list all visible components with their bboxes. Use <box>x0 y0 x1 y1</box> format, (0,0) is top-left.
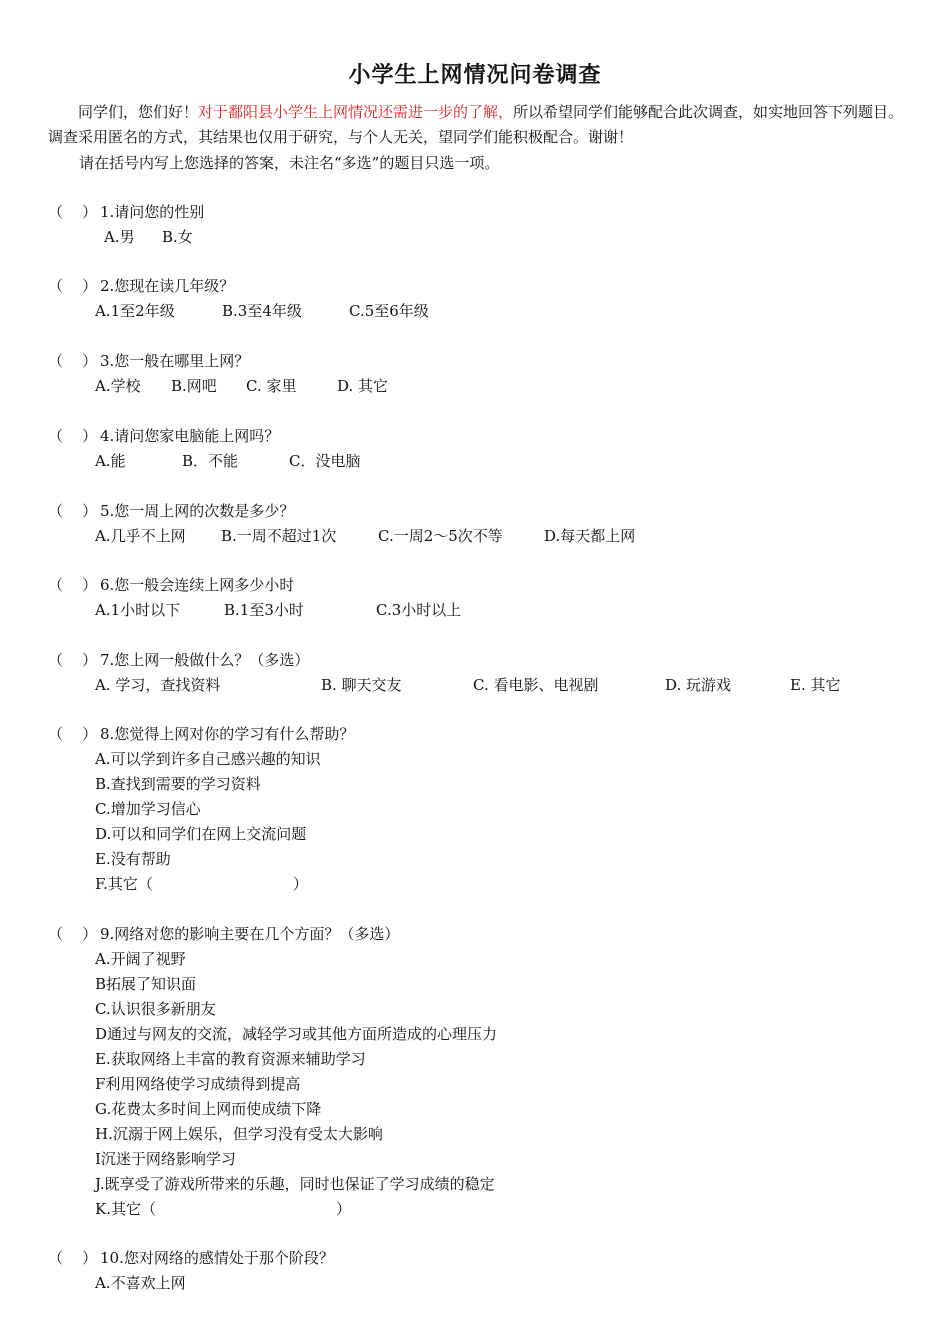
option: F利用网络使学习成绩得到提高 <box>95 1075 301 1093</box>
answer-blank[interactable]: （ ） <box>48 651 98 669</box>
option-other: K.其它（ ） <box>95 1200 351 1218</box>
option: A.可以学到许多自己感兴趣的知识 <box>95 750 321 768</box>
question-text: 1.请问您的性别 <box>100 203 205 221</box>
option: B.1至3小时 <box>224 601 304 619</box>
option-other: F.其它（ ） <box>95 875 308 893</box>
option: A.男 <box>104 228 135 246</box>
option: A. 学习，查找资料 <box>95 676 221 694</box>
option: C．没电脑 <box>289 452 361 470</box>
option: B.查找到需要的学习资料 <box>95 775 261 793</box>
answer-blank[interactable]: （ ） <box>48 203 98 221</box>
intro-rest: 所以希望同学们能够配合此次调查，如实地回答下列题目。调查采用匿名的方式，其结果也仅用于研究，与个人无关，望同学们能积极配合。谢谢！ <box>48 103 904 146</box>
answer-blank[interactable]: （ ） <box>48 1249 98 1267</box>
option: I沉迷于网络影响学习 <box>95 1150 236 1168</box>
option: D. 玩游戏 <box>665 676 732 694</box>
option: E.获取网络上丰富的教育资源来辅助学习 <box>95 1050 366 1068</box>
option: E. 其它 <box>790 676 841 694</box>
question-9 <box>48 923 399 944</box>
option: C. 家里 <box>246 377 297 395</box>
option: B.女 <box>162 228 193 246</box>
answer-blank[interactable]: （ ） <box>48 352 98 370</box>
option: B.网吧 <box>171 377 217 395</box>
option: B．不能 <box>182 452 239 470</box>
option: B.一周不超过1次 <box>221 527 337 545</box>
option: D. 其它 <box>337 377 389 395</box>
option: A.几乎不上网 <box>95 527 186 545</box>
option: C.3小时以上 <box>376 601 462 619</box>
option: D.可以和同学们在网上交流问题 <box>95 825 307 843</box>
question-1 <box>48 201 204 222</box>
answer-blank[interactable]: （ ） <box>48 277 98 295</box>
option: B. 聊天交友 <box>321 676 402 694</box>
question-text: 6.您一般会连续上网多少小时 <box>100 576 295 594</box>
question-7 <box>48 649 309 670</box>
question-2 <box>48 275 234 296</box>
intro-greeting: 同学们，您们好！ <box>78 103 199 121</box>
option: A.能 <box>95 452 126 470</box>
intro-instruction: 请在括号内写上您选择的答案，未注名“多选”的题目只选一项。 <box>79 154 500 172</box>
question-8 <box>48 723 354 744</box>
option: C.5至6年级 <box>349 302 429 320</box>
answer-blank[interactable]: （ ） <box>48 502 98 520</box>
question-text: 2.您现在读几年级？ <box>100 277 235 295</box>
option: D.每天都上网 <box>544 527 636 545</box>
question-text: 5.您一周上网的次数是多少？ <box>100 502 295 520</box>
page-title: 小学生上网情况问卷调查 <box>348 63 602 88</box>
question-5 <box>48 500 294 521</box>
question-6 <box>48 574 294 595</box>
option: C.认识很多新朋友 <box>95 1000 216 1018</box>
option: A.开阔了视野 <box>95 950 186 968</box>
question-text: 10.您对网络的感情处于那个阶段？ <box>100 1249 334 1267</box>
option: E.没有帮助 <box>95 850 171 868</box>
question-text: 3.您一般在哪里上网？ <box>100 352 250 370</box>
question-text: 8.您觉得上网对你的学习有什么帮助？ <box>100 725 355 743</box>
option: A.1至2年级 <box>95 302 175 320</box>
option: G.花费太多时间上网而使成绩下降 <box>95 1100 322 1118</box>
answer-blank[interactable]: （ ） <box>48 725 98 743</box>
question-10 <box>48 1247 334 1268</box>
option: A.1小时以下 <box>95 601 181 619</box>
option: C.增加学习信心 <box>95 800 201 818</box>
option: B.3至4年级 <box>222 302 302 320</box>
intro-highlight: 对于鄱阳县小学生上网情况还需进一步的了解， <box>198 103 514 121</box>
option: B拓展了知识面 <box>95 975 197 993</box>
intro-paragraph <box>48 100 910 150</box>
question-text: 7.您上网一般做什么？（多选） <box>100 651 310 669</box>
option: A.不喜欢上网 <box>95 1274 186 1292</box>
question-text: 4.请问您家电脑能上网吗？ <box>100 427 280 445</box>
answer-blank[interactable]: （ ） <box>48 427 98 445</box>
question-text: 9.网络对您的影响主要在几个方面？（多选） <box>100 925 400 943</box>
question-4 <box>48 425 279 446</box>
option: H.沉溺于网上娱乐，但学习没有受太大影响 <box>95 1125 383 1143</box>
option: D通过与网友的交流，减轻学习或其他方面所造成的心理压力 <box>95 1025 498 1043</box>
answer-blank[interactable]: （ ） <box>48 925 98 943</box>
question-3 <box>48 350 249 371</box>
answer-blank[interactable]: （ ） <box>48 576 98 594</box>
option: J.既享受了游戏所带来的乐趣，同时也保证了学习成绩的稳定 <box>95 1175 495 1193</box>
option: C.一周2～5次不等 <box>378 527 503 545</box>
option: A.学校 <box>95 377 141 395</box>
option: C. 看电影、电视剧 <box>473 676 599 694</box>
